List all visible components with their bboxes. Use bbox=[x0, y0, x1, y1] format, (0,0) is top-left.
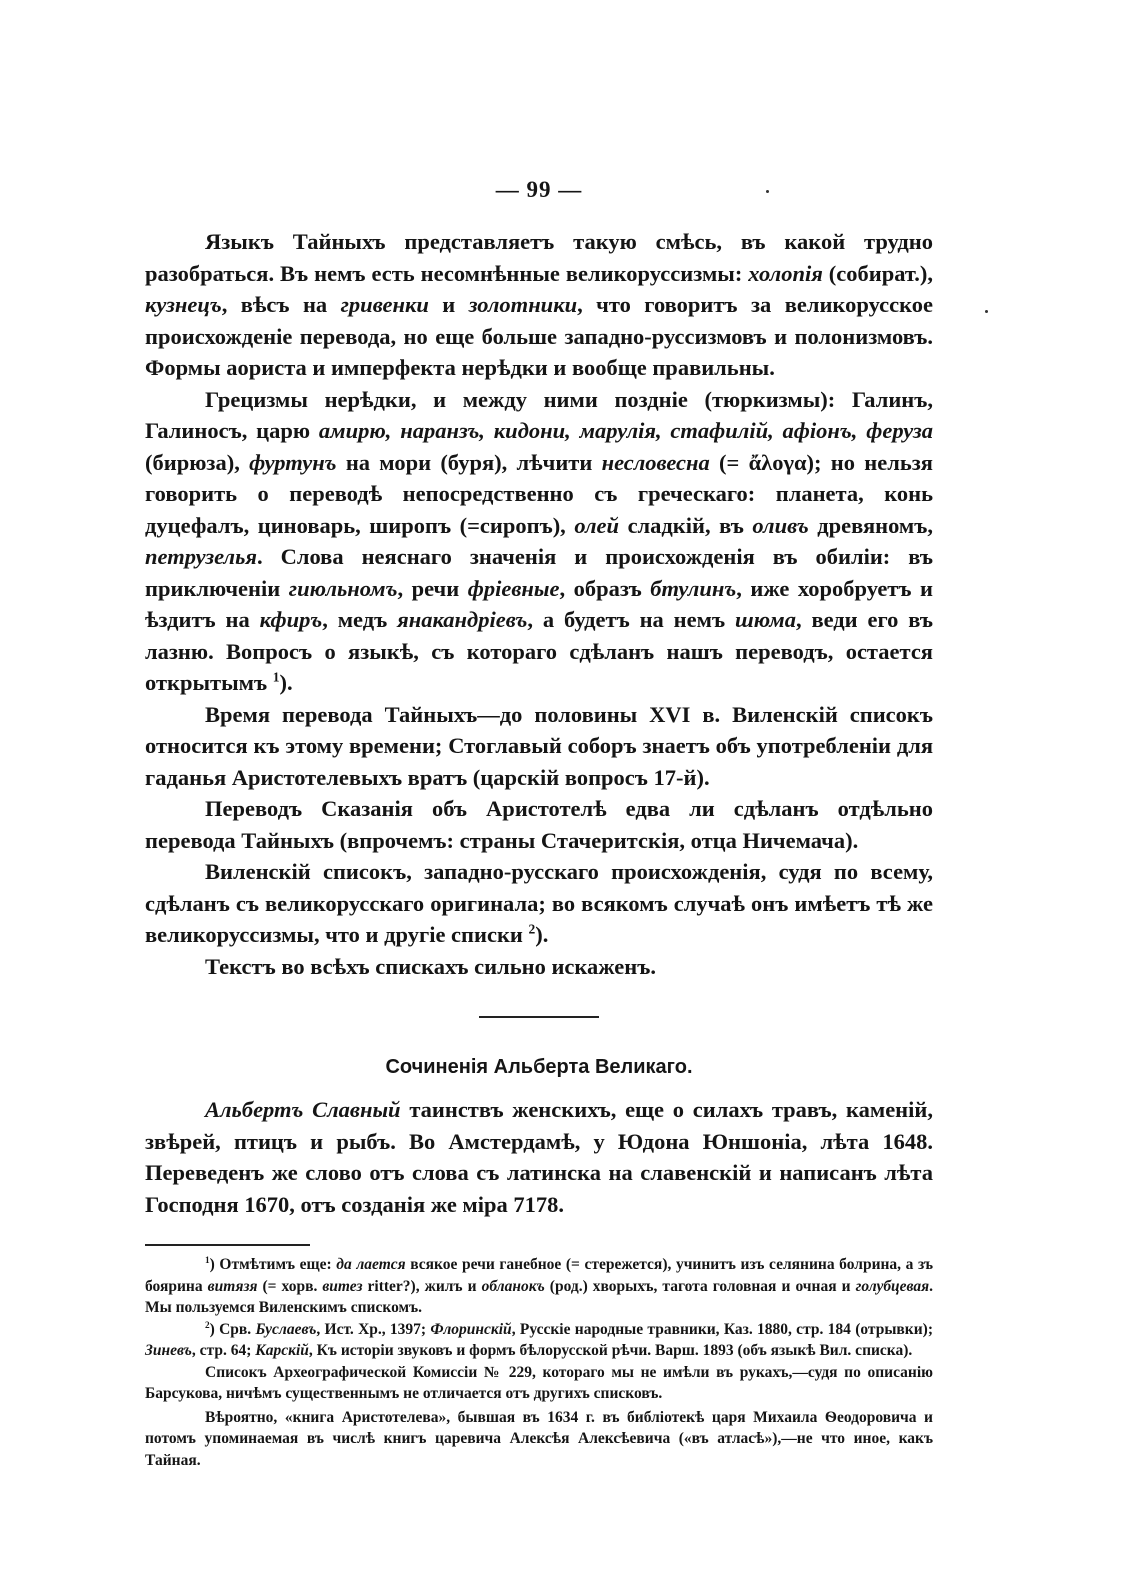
footnote: Списокъ Археографической Комиссіи № 229, котораго мы не имѣли въ рукахъ,—судя по описанію Барсукова, ничѣмъ существеннымъ не отличается отъ другихъ списковъ. bbox=[145, 1363, 933, 1402]
italic-run: витязя bbox=[207, 1277, 258, 1295]
text-run: . Мы пользуемся Виленскимъ спискомъ. bbox=[145, 1277, 933, 1316]
italic-run: Буслаевъ bbox=[255, 1320, 317, 1338]
text-run: Грецизмы нерѣдки, и между ними поздніе (тюркизмы): Галинъ, Галиносъ, царю bbox=[145, 386, 933, 443]
italic-run: Зиневъ bbox=[145, 1342, 192, 1359]
paragraph: Время перевода Тайныхъ—до половины XVI в. Виленскій списокъ относится къ этому времени; Стоглавый соборъ знаетъ объ употребленіи для гаданья Аристотелевыхъ вратъ (царскій вопросъ 17-й). bbox=[145, 701, 933, 790]
italic-run: бтулинъ bbox=[650, 575, 737, 601]
text-run: на мори (буря), лѣчити bbox=[336, 449, 602, 475]
italic-run: холопія bbox=[748, 260, 823, 286]
text-run: , Къ исторіи звуковъ и формъ бѣлорусской рѣчи. Варш. 1893 (объ языкѣ Вил. списка). bbox=[308, 1342, 913, 1359]
paragraph: Переводъ Сказанія объ Аристотелѣ едва ли сдѣланъ отдѣльно перевода Тайныхъ (впрочемъ: страны Стачеритскія, отца Ничемача). bbox=[145, 796, 933, 853]
italic-run: фріевные bbox=[467, 575, 560, 601]
paragraph bbox=[145, 226, 933, 384]
footnote-divider bbox=[145, 1244, 310, 1246]
text-run: . Слова неяснаго значенія и происхожденія въ обиліи: въ приключеніи bbox=[145, 544, 933, 601]
text-run: ritter?), жилъ и bbox=[362, 1277, 482, 1295]
paragraph bbox=[145, 1094, 933, 1220]
italic-run: гривенки bbox=[340, 292, 429, 317]
italic-run: оливъ bbox=[752, 512, 809, 538]
paragraph: Текстъ во всѣхъ спискахъ сильно искаженъ. bbox=[205, 953, 656, 979]
footnote-marker: 2 bbox=[205, 1320, 210, 1331]
text-run: , речи bbox=[397, 575, 468, 601]
footnotes bbox=[145, 1254, 933, 1471]
speck-mark bbox=[985, 310, 988, 313]
text-run: ) Отмѣтимъ еще: bbox=[209, 1256, 337, 1273]
footnote-ref: 2 bbox=[528, 921, 536, 937]
italic-run: шюма bbox=[734, 607, 796, 632]
text-run: древяномъ, bbox=[808, 512, 933, 538]
footnote-marker: 1 bbox=[205, 1255, 210, 1266]
page bbox=[145, 176, 933, 1471]
text-run: , а будетъ на немъ bbox=[527, 607, 735, 632]
footnote bbox=[145, 1319, 933, 1362]
text-run: , что говоритъ за великорусское происхожденіе перевода, но еще больше западно-руссизмовъ и полонизмовъ. Формы аориста и имперфекта нерѣдки и вообще правильны. bbox=[145, 292, 934, 380]
italic-run: Карскій bbox=[255, 1342, 309, 1359]
paragraph bbox=[145, 384, 933, 699]
text-run: (собират.), bbox=[822, 260, 933, 286]
text-run: , стр. 64; bbox=[191, 1342, 256, 1359]
italic-run: голубцевая bbox=[855, 1277, 930, 1295]
page-number: — 99 — bbox=[495, 177, 583, 202]
text-run: (= хорв. bbox=[257, 1277, 323, 1295]
section-body bbox=[145, 1094, 933, 1220]
text-run: (род.) хворыхъ, тагота головная и очная и bbox=[544, 1277, 856, 1295]
text-run: , веди его въ лазню. Вопросъ о языкѣ, съ котораго сдѣланъ нашъ переводъ, остается открытымъ bbox=[145, 607, 934, 695]
section-title: Сочиненія Альберта Великаго. bbox=[385, 1056, 693, 1078]
italic-run: несловесна bbox=[601, 449, 710, 475]
italic-run: петрузелья bbox=[145, 544, 257, 569]
section-divider bbox=[479, 1016, 599, 1018]
italic-run: обланокъ bbox=[481, 1277, 545, 1295]
text-run: сладкій, въ bbox=[619, 512, 753, 538]
italic-run: олей bbox=[574, 512, 620, 538]
body-text bbox=[145, 226, 933, 982]
footnote: Вѣроятно, «книга Аристотелева», бывшая въ 1634 г. въ библіотекѣ царя Михаила Ѳеодоровича и потомъ упоминаемая въ числѣ книгъ царевича Алексѣя Алексѣевича («въ атласѣ»),—не что иное, какъ Тайная. bbox=[145, 1408, 933, 1469]
italic-run: янакандріевъ bbox=[397, 607, 528, 632]
italic-run: витез bbox=[322, 1277, 363, 1295]
text-run: , иже хоробруетъ и ѣздитъ на bbox=[145, 575, 933, 632]
text-run: ) Срв. bbox=[209, 1320, 256, 1338]
footnote-ref: 1 bbox=[272, 669, 280, 685]
text-run: , медъ bbox=[322, 607, 398, 632]
text-run: (бирюза), bbox=[145, 449, 250, 475]
footnote bbox=[145, 1254, 933, 1319]
text-run: , образъ bbox=[559, 575, 651, 601]
text-run: (= ἄλογα); но нельзя говорить о переводѣ непосредственно съ греческаго: планета, конь дуцефалъ, циноварь, широпъ (=сиропъ), bbox=[145, 449, 933, 538]
italic-run: Флоринскій bbox=[430, 1320, 512, 1338]
text-run: ). bbox=[279, 670, 293, 695]
italic-run: золотники bbox=[468, 292, 578, 317]
italic-run: амирю, наранзъ, кидони, марулія, стафилій, афіонъ, феруза bbox=[318, 418, 933, 443]
italic-run: фуртунъ bbox=[249, 449, 337, 475]
text-run: ). bbox=[535, 922, 549, 947]
text-run: , Русскіе народные травники, Каз. 1880, стр. 184 (отрывки); bbox=[511, 1320, 933, 1338]
italic-run: гиюльномъ bbox=[288, 575, 398, 601]
text-run: Виленскій списокъ, западно-русскаго происхожденія, судя по всему, сдѣланъ съ великорусскаго оригинала; во всякомъ случаѣ онъ имѣетъ тѣ же великоруссизмы, что и другіе списки bbox=[145, 859, 933, 947]
text-run: и bbox=[428, 292, 469, 317]
italic-run: Альбертъ Славный bbox=[205, 1097, 401, 1122]
italic-run: кфиръ bbox=[259, 607, 323, 632]
text-run: , вѣсъ на bbox=[221, 292, 341, 317]
text-run: таинствъ женскихъ, еще о силахъ травъ, каменій, звѣрей, птицъ и рыбъ. Во Амстердамѣ, у Юдона Юншоніа, лѣта 1648. Переведенъ же слово отъ слова съ латинска на славенскій и написанъ лѣта Господня 1670, отъ созданія же міра 7178. bbox=[145, 1097, 933, 1217]
paragraph bbox=[145, 856, 933, 951]
text-run: Языкъ Тайныхъ представляетъ такую смѣсь, въ какой трудно разобраться. Въ немъ есть несомнѣнные великорусcизмы: bbox=[145, 229, 933, 286]
italic-run: кузнецъ bbox=[145, 292, 222, 317]
text-run: всякое речи ганебное (= стережется), учинитъ изъ селянина болрина, а зъ боярина bbox=[145, 1256, 933, 1295]
text-run: , Ист. Хр., 1397; bbox=[316, 1320, 431, 1338]
italic-run: да лается bbox=[336, 1256, 406, 1273]
